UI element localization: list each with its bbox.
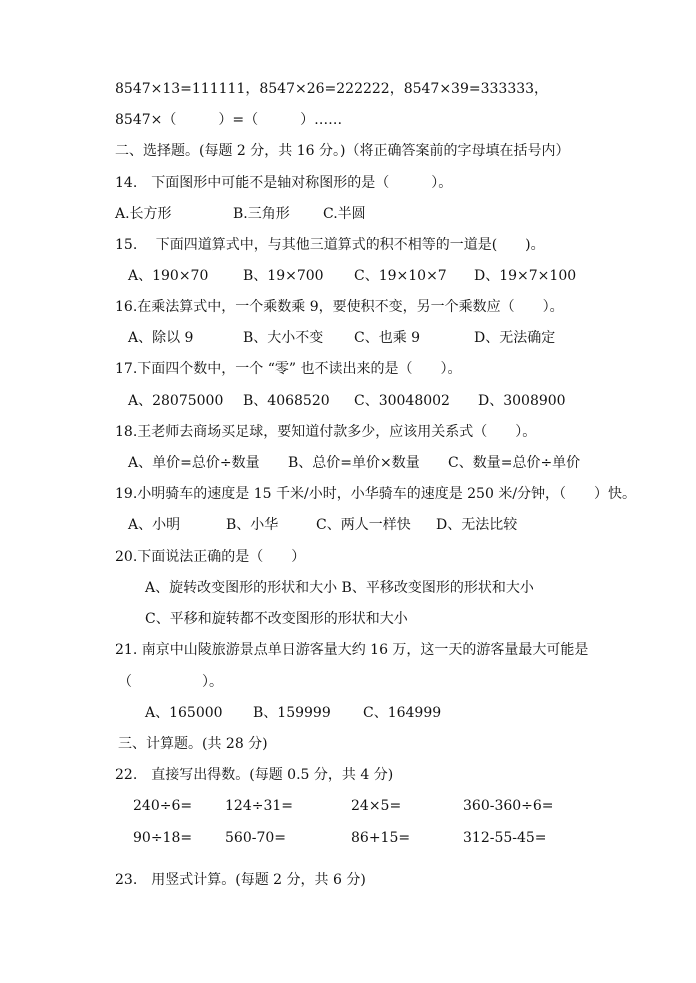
question-21: 21. 南京中山陵旅游景点单日游客量大约 16 万，这一天的游客量最大可能是 <box>115 642 589 658</box>
option-b: B、小华 <box>226 517 279 533</box>
calc-item: 90÷18= <box>133 830 193 846</box>
question-20-options-ab: A、旋转改变图形的形状和大小 B、平移改变图形的形状和大小 <box>145 580 534 596</box>
option-c: C、两人一样快 <box>316 517 411 533</box>
question-17: 17.下面四个数中，一个 “零” 也不读出来的是（ ）。 <box>115 361 462 377</box>
option-c: C.半圆 <box>323 206 366 222</box>
question-23: 23. 用竖式计算。(每题 2 分，共 6 分) <box>115 872 366 888</box>
section-2-heading: 二、选择题。(每题 2 分，共 16 分。)（将正确答案前的字母填在括号内） <box>115 143 570 159</box>
option-c: C、164999 <box>363 705 442 721</box>
calc-item: 360-360÷6= <box>463 798 554 814</box>
calc-item: 124÷31= <box>225 798 293 814</box>
question-16: 16.在乘法算式中，一个乘数乘 9，要使积不变，另一个乘数应（ ）。 <box>115 299 564 315</box>
option-d: D、19×7×100 <box>474 268 577 284</box>
calc-item: 24×5= <box>351 798 402 814</box>
calc-item: 312-55-45= <box>463 830 547 846</box>
option-a: A、165000 <box>145 705 223 721</box>
question-14: 14. 下面图形中可能不是轴对称图形的是（ ）。 <box>115 175 453 191</box>
option-a: A.长方形 <box>115 206 172 222</box>
option-b: B、19×700 <box>243 268 324 284</box>
section-3-heading: 三、计算题。(共 28 分) <box>118 736 268 752</box>
question-19: 19.小明骑车的速度是 15 千米/小时，小华骑车的速度是 250 米/分钟，（ ）快。 <box>115 486 637 502</box>
question-21-blank: （ ）。 <box>118 674 223 690</box>
question-15: 15. 下面四道算式中，与其他三道算式的积不相等的一道是( )。 <box>115 237 545 253</box>
question-20-option-c: C、平移和旋转都不改变图形的形状和大小 <box>145 611 408 627</box>
option-c: C、30048002 <box>354 393 450 409</box>
option-b: B.三角形 <box>233 206 290 222</box>
option-d: D、无法确定 <box>474 330 556 346</box>
option-a: A、190×70 <box>128 268 209 284</box>
option-b: B、159999 <box>253 705 331 721</box>
question-18: 18.王老师去商场买足球，要知道付款多少，应该用关系式（ ）。 <box>115 424 537 440</box>
option-a: A、小明 <box>128 517 181 533</box>
option-b: B、总价=单价×数量 <box>288 455 420 471</box>
calc-item: 240÷6= <box>133 798 193 814</box>
option-b: B、4068520 <box>243 393 330 409</box>
pattern-line-2: 8547×（ ）=（ ）…… <box>115 112 343 128</box>
option-b: B、大小不变 <box>243 330 324 346</box>
option-c: C、数量=总价÷单价 <box>448 455 581 471</box>
option-d: D、无法比较 <box>436 517 518 533</box>
option-a: A、除以 9 <box>128 330 194 346</box>
option-a: A、单价=总价÷数量 <box>128 455 260 471</box>
question-20: 20.下面说法正确的是（ ） <box>115 549 306 565</box>
calc-item: 86+15= <box>351 830 411 846</box>
pattern-line-1: 8547×13=111111，8547×26=222222，8547×39=333333， <box>115 81 549 97</box>
calc-item: 560-70= <box>225 830 286 846</box>
option-c: C、19×10×7 <box>354 268 447 284</box>
option-c: C、也乘 9 <box>354 330 421 346</box>
question-22: 22. 直接写出得数。(每题 0.5 分，共 4 分) <box>115 767 394 783</box>
option-a: A、28075000 <box>128 393 224 409</box>
option-d: D、3008900 <box>478 393 566 409</box>
